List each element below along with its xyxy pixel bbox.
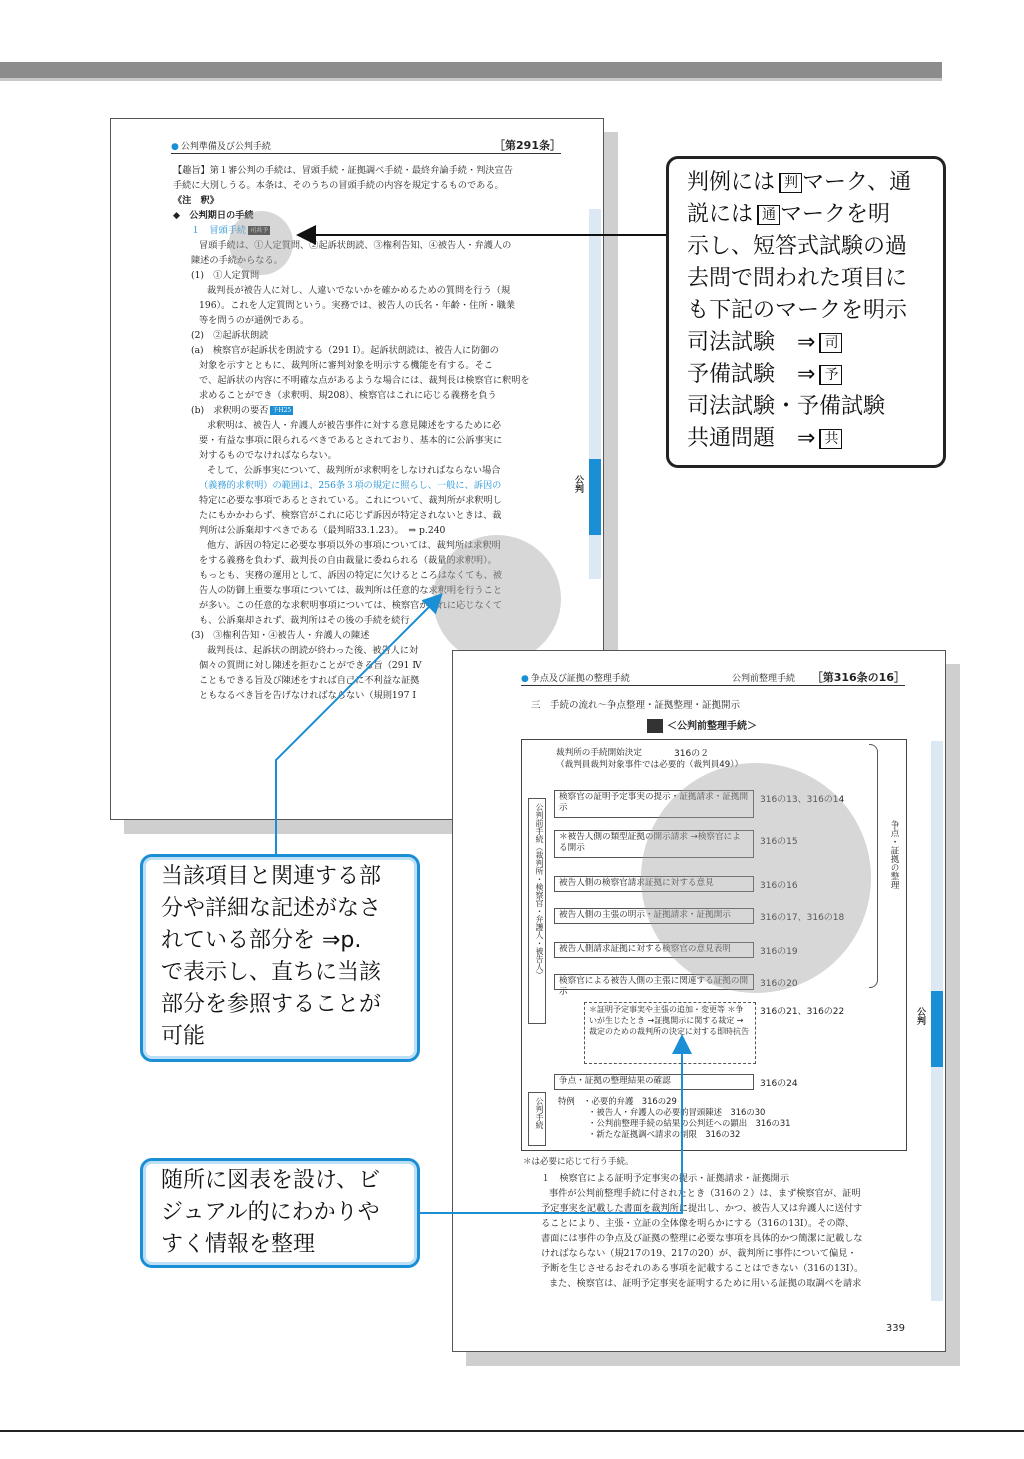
callout-line: 司法試験・予備試験 (687, 394, 886, 419)
text-line: 対象を示すとともに、裁判所に審判対象を明示する機能を有する。そこ (199, 360, 493, 371)
callout-line: ジュアル的にわかりや (161, 1200, 380, 1225)
callout-line: 随所に図表を設け、ビ (161, 1168, 381, 1193)
diagram-step-box: ＊証明予定事実や主張の追加・変更等 ＊争いが生じたとき →証拠開示に関する裁定 →裁定のための裁判所の決定に対する即時抗告 (584, 1002, 756, 1064)
tsusetsu-mark-icon: 通 (757, 205, 780, 225)
callout-line: れている部分を ⇒p. (161, 928, 362, 953)
heading-link: １ 冒頭手続 (191, 225, 247, 236)
text-line: １ 検察官による証明予定事実の提示・証拠請求・証拠開示 (541, 1173, 790, 1184)
text-line: （義務的求釈明）の範囲は、256条３項の規定に照らし、一般に、訴因の (199, 480, 502, 491)
section-heading: 三 手続の流れ～争点整理・証拠整理・証拠開示 (531, 700, 741, 711)
yobi-mark-icon: 予 (819, 365, 842, 385)
diagram-ref: 316の17、316の18 (760, 913, 845, 923)
callout-text: 司法試験 ⇒ (687, 330, 816, 355)
diagram-footnote: ＊は必要に応じて行う手続。 (523, 1157, 634, 1167)
text-line: 手続に大別しうる。本条は、そのうちの冒頭手続の内容を規定するものである。 (173, 180, 504, 191)
diagram-right-label: 争点・証拠の整理 (889, 820, 899, 889)
text-line: ければならない（規217の19、217の20）が、裁判所に事件について偏見・ (541, 1248, 857, 1259)
text-line: 予定事実を記載した書面を裁判所に提出し、かつ、被告人又は弁護人に送付す (541, 1203, 863, 1214)
text-line: 特定に必要な事項であるとされている。これについて、裁判所が求釈明し (199, 495, 502, 506)
page-two-header-right: ［第316条の16］ (811, 671, 905, 684)
text-line: ◆ 公判期日の手続 (173, 210, 254, 221)
text-line: 事件が公判前整理手続に付されたとき（316の２）は、まず検察官が、証明 (549, 1188, 861, 1199)
callout-text: 判例には (687, 170, 776, 195)
diagram-ref: 316の２ (674, 749, 710, 759)
text-line: も、公訴棄却されず、裁判所はその後の手続を続行 (199, 615, 410, 626)
bottom-rule (0, 1430, 1024, 1432)
text-line: (2) ②起訴状朗読 (191, 330, 269, 341)
text-line: 求めることができ（求釈明、規208）、検察官はこれに応じる義務を負う (199, 390, 497, 401)
callout-line: も下記のマークを明示 (687, 298, 908, 323)
diagram-ref: 316の16 (760, 881, 798, 891)
text-line: こともできる旨及び陳述をすれば自己に不利益な証拠 (199, 675, 420, 686)
text-line: で、起訴状の内容に不明確な点があるような場合には、裁判長は検察官に釈明を (199, 375, 530, 386)
callout-line (687, 359, 925, 391)
callout-line (687, 199, 925, 231)
callout-text: マーク、通 (802, 170, 912, 195)
exam-tag: 予H25 (272, 407, 292, 414)
text-line: また、検察官は、証明予定事実を証明するために用いる証拠の取調べを請求 (549, 1278, 862, 1289)
diagram-step-box: 争点・証拠の整理結果の確認 (554, 1074, 754, 1090)
subheading: (b) 求釈明の要否 (191, 405, 269, 416)
text-line: 告人の防御上重要な事項については、裁判所は任意的な求釈明を行うこと (199, 585, 503, 596)
text-line: 対するものでなければならない。 (199, 450, 337, 461)
text-line: 冒頭手続は、①人定質問、②起訴状朗読、③権利告知、④被告人・弁護人の (199, 240, 512, 251)
diagram-step-box: 被告人側請求証拠に対する検察官の意見表明 (554, 942, 754, 958)
text-line: 裁判長は、起訴状の朗読が終わった後、被告人に対 (207, 645, 419, 656)
callout-line: 部分を参照することが (161, 992, 382, 1017)
page-number: 339 (885, 1323, 905, 1334)
callout-text: 説には (687, 202, 754, 227)
callout-marks (666, 156, 946, 468)
callout-text: 予備試験 ⇒ (687, 362, 816, 387)
diagram-ref: 316の20 (760, 979, 798, 989)
text-line: そして、公訴事実について、裁判所が求釈明をしなければならない場合 (207, 465, 501, 476)
diagram-step-box: ＊被告人側の類型証拠の開示請求 →検察官による開示 (554, 830, 754, 858)
callout-line: 当該項目と関連する部 (161, 864, 382, 889)
hanrei-mark-icon: 判 (779, 173, 802, 193)
diagram-left-label: 公判手続 (528, 1092, 546, 1146)
diagram-step-box: 被告人側の検察官請求証拠に対する意見 (554, 876, 754, 892)
callout-line: 示し、短答式試験の過 (687, 234, 908, 259)
diagram-ref: 316の19 (760, 947, 798, 957)
text-line: 判所は公訴棄却すべきである（最判昭33.1.23）。 ⇒ p.240 (199, 525, 446, 536)
callout-line (687, 423, 925, 455)
text-line: (1) ①人定質問 (191, 270, 260, 281)
text-line: 要・有益な事項に限られるべきであるとされており、基本的に公訴事実に (199, 435, 503, 446)
text-line: (3) ③権利告知・④被告人・弁護人の陳述 (191, 630, 370, 641)
side-tab-label: 公判 (573, 475, 583, 493)
text-line: ともなるべき旨を告げなければならない（規則197 Ⅰ (199, 690, 417, 701)
special-line: 特例 ・必要的弁護 316の29 (558, 1096, 677, 1106)
callout-diagram (140, 1158, 420, 1268)
diagram-step: 裁判所の手続開始決定 (556, 748, 642, 758)
callout-text: 共通問題 ⇒ (687, 426, 816, 451)
text-line: をする義務を負わず、裁判長の自由裁量に委ねられる（裁量的求釈明）。 (199, 555, 497, 566)
diagram-step-box: 被告人側の主張の明示・証拠請求・証拠開示 (554, 908, 754, 924)
diagram-ref: 316の21、316の22 (760, 1007, 845, 1017)
diagram-step-box: 検察官による被告人側の主張に関連する証拠の開示 (554, 974, 754, 990)
diagram-title-text: ＜公判前整理手続＞ (667, 721, 757, 732)
page-one-header-right: ［第291条］ (494, 139, 561, 152)
text-line: 求釈明は、被告人・弁護人が被告事件に対する意見陳述をするために必 (207, 420, 501, 431)
exam-tag: 司共予 (250, 227, 269, 234)
diagram-ref: 316の13、316の14 (760, 795, 845, 805)
diagram-left-label: 公判前手続（裁判所・検察官・弁護人・被告人） (528, 798, 546, 1024)
diagram-step: （裁判員裁判対象事件では必要的（裁判員49）） (556, 760, 744, 770)
text-line: が多い。この任意的な求釈明事項については、検察官がこれに応じなくて (199, 600, 503, 611)
callout-line (687, 327, 925, 359)
special-line: ・新たな証拠調べ請求の制限 316の32 (588, 1129, 741, 1139)
text-line: 予断を生じさせるおそれのある事項を記載することはできない（316の13Ⅰ）。 (541, 1263, 864, 1274)
text-line: 他方、訴因の特定に必要な事項以外の事項については、裁判所は求釈明 (207, 540, 501, 551)
callout-line: 去問で問われた項目に (687, 266, 908, 291)
text-line: 個々の質問に対し陳述を拒むことができる旨（291 Ⅳ (199, 660, 422, 671)
diagram-ref: 316の24 (760, 1079, 798, 1089)
callout-line (687, 167, 925, 199)
text-line: ることにより、主張・立証の全体像を明らかにする（316の13Ⅰ）。その際、 (541, 1218, 855, 1229)
text-line: 等を問うのが通例である。 (199, 315, 310, 326)
page-two-header-mid: 公判前整理手続 (731, 674, 795, 684)
text-line: たにもかかわらず、検察官がこれに応じず訴因が特定されないときは、裁 (199, 510, 502, 521)
text-line: 《注 釈》 (173, 195, 219, 206)
text-line: 書面には事件の争点及び証拠の整理に必要な事項を具体的かつ簡潔に記載しな (541, 1233, 863, 1244)
callout-line: すく情報を整理 (161, 1232, 316, 1257)
kyotsu-mark-icon: 共 (819, 429, 842, 449)
diagram-ref: 316の15 (760, 837, 798, 847)
text-line: 196）。これを人定質問という。実務では、被告人の氏名・年齢・住所・職業 (199, 300, 516, 311)
text-line: もっとも、実務の運用として、訴因の特定に欠けるところはなくても、被 (199, 570, 503, 581)
page-two-header-left: ● 争点及び証拠の整理手続 (521, 671, 630, 684)
shiho-mark-icon: 司 (819, 333, 842, 353)
text-line: 陳述の手続からなる。 (191, 255, 283, 266)
callout-text: マークを明 (780, 202, 891, 227)
diagram-step-box: 検察官の証明予定事実の提示・証拠請求・証拠開示 (554, 790, 754, 818)
arrow-to-diagram (418, 1038, 682, 1213)
text-line: (a) 検察官が起訴状を朗読する（291 Ⅰ）。起訴状朗読は、被告人に防御の (191, 345, 499, 356)
page-one-header-left: ● 公判準備及び公判手続 (171, 139, 271, 152)
text-line: 裁判長が被告人に対し、人違いでないかを確かめるための質問を行う（規 (207, 285, 511, 296)
side-tab-label: 公判 (915, 1007, 925, 1025)
arrow-to-reference (276, 596, 440, 856)
special-line: ・被告人・弁護人の必要的冒頭陳述 316の30 (588, 1107, 766, 1117)
text-line: 【趣旨】第１審公判の手続は、冒頭手続・証拠調べ手続・最終弁論手続・判決宣告 (173, 165, 513, 176)
callout-line: 分や詳細な記述がなさ (161, 896, 382, 921)
special-line: ・公判前整理手続の結果の公判廷への顕出 316の31 (588, 1118, 791, 1128)
callout-line: で表示し、直ちに当該 (161, 960, 382, 985)
callout-reference (140, 854, 420, 1062)
callout-line: 可能 (161, 1024, 206, 1049)
